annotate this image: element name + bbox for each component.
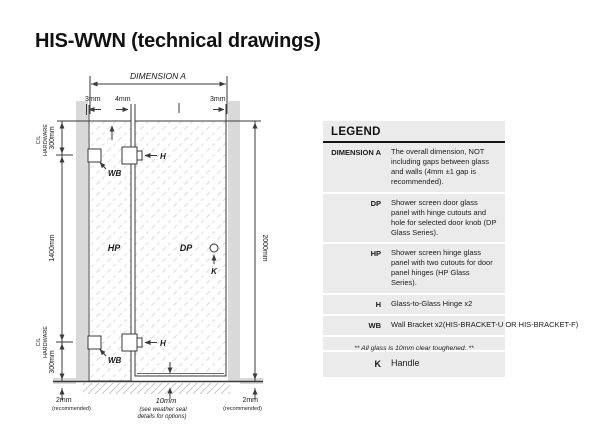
hinge-bottom-label: H (160, 339, 166, 348)
floor-gap-left-note: (recommended) (52, 406, 91, 412)
legend-desc: Shower screen door glass panel with hinge cutouts and hole for selected door knob (DP Glass Series). (391, 197, 497, 237)
knob-label: K (211, 267, 217, 276)
height-bottom-label: 300mm (49, 350, 56, 374)
technical-drawing (25, 58, 325, 441)
legend-term: HP (370, 249, 381, 258)
dimension-a (90, 76, 227, 114)
legend-row-dimension-a (323, 143, 505, 194)
legend-desc: Glass-to-Glass Hinge x2 (391, 298, 473, 308)
door-panel-label: DP (179, 243, 193, 253)
legend-row-hp (323, 244, 505, 295)
cl-top-line1: C/L (36, 135, 42, 145)
bracket-top-label: WB (108, 169, 122, 178)
door-bottom-note2: details for options) (137, 414, 187, 420)
legend-row-dp (323, 194, 505, 245)
top-gap-dims (87, 103, 227, 121)
gap-mid-label: 4mm (115, 96, 131, 103)
legend-desc: The overall dimension, NOT including gaps between glass and walls (4mm ±1 gap is recommended). (391, 147, 489, 187)
legend-term: WB (368, 320, 381, 330)
legend-row-h (323, 295, 505, 316)
page-title: HIS-WWN (technical drawings) (35, 30, 321, 52)
cl-top-line2: HARDWARE (43, 124, 49, 156)
floor-gap-right-note: (recommended) (223, 406, 262, 412)
hinge-panel-label: HP (107, 243, 121, 253)
floor-gap-left-label: 2mm (56, 397, 72, 404)
floor-gap-right-label: 2mm (242, 397, 258, 404)
height-top-label: 300mm (49, 126, 56, 150)
gap-right-label: 3mm (210, 96, 226, 103)
cl-bottom-line2: HARDWARE (43, 326, 49, 358)
height-total-label: 2000mm (261, 234, 268, 262)
legend-term: DIMENSION A (331, 148, 381, 157)
hinge-top-label: H (160, 152, 166, 161)
legend-term: K (374, 358, 381, 369)
legend-desc: Wall Bracket x2(HIS-BRACKET-U OR HIS-BRACKET-F) (391, 319, 579, 329)
wall-right (228, 101, 240, 381)
cl-bottom-line1: C/L (36, 337, 42, 347)
dimension-a-label: DIMENSION A (130, 71, 186, 81)
wall-left (76, 101, 88, 381)
door-bottom-gap-label: 10mm (155, 396, 177, 405)
legend-term: DP (370, 198, 381, 208)
bracket-bottom-label: WB (108, 356, 122, 365)
legend-desc: Handle (391, 357, 420, 368)
legend-row-k (323, 352, 505, 377)
legend-row-wb (323, 316, 579, 337)
height-mid-label: 1400mm (49, 234, 56, 262)
legend-panel (323, 121, 579, 377)
gap-left-label: 3mm (85, 96, 101, 103)
legend-desc: Shower screen hinge glass panel with two cutouts for door panel hinges (HP Glass Series). (391, 248, 493, 288)
legend-header: LEGEND (323, 121, 505, 143)
door-bottom-note1: (see weather seal (139, 407, 187, 413)
legend-term: H (375, 299, 381, 309)
glass-footnote: ** All glass is 10mm clear toughened. ** (354, 345, 474, 352)
